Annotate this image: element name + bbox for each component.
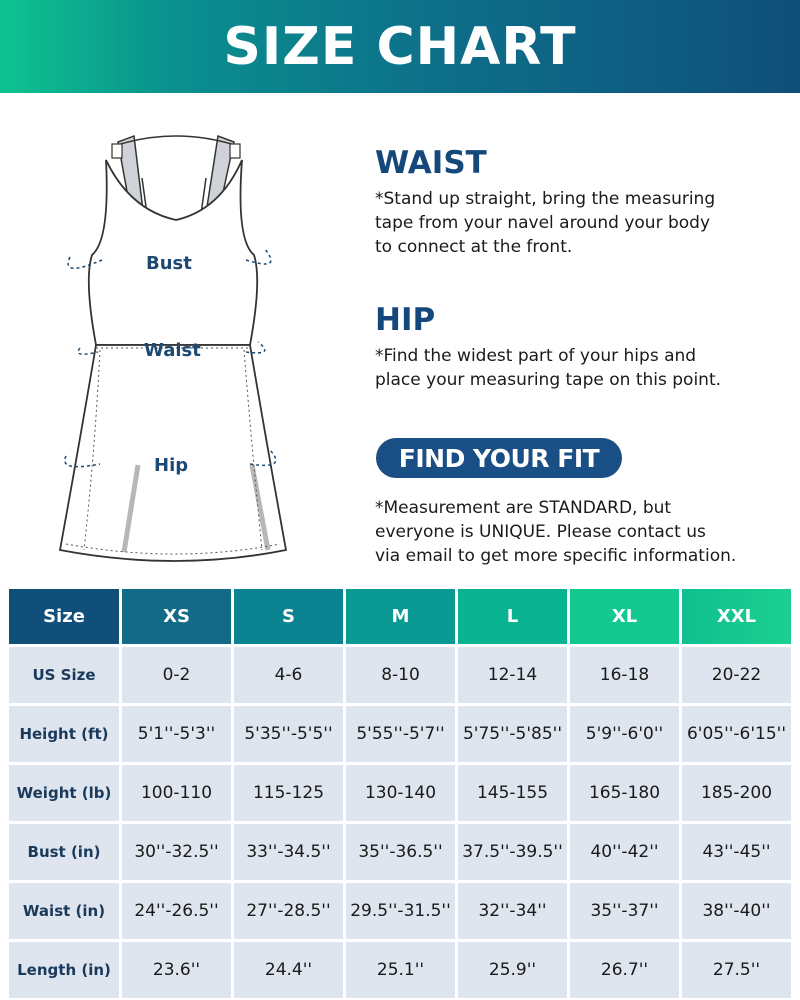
table-cell: 32''-34'' — [458, 883, 567, 939]
table-cell: 30''-32.5'' — [122, 824, 231, 880]
table-header-row — [9, 589, 791, 644]
header-cell: XXL — [682, 589, 791, 644]
waist-section — [375, 145, 715, 259]
table-cell: 26.7'' — [570, 942, 679, 998]
table-cell: 145-155 — [458, 765, 567, 821]
row-label: US Size — [9, 647, 119, 703]
table-row — [9, 824, 791, 880]
table-cell: 5'75''-5'85'' — [458, 706, 567, 762]
table-cell: 27''-28.5'' — [234, 883, 343, 939]
table-cell: 37.5''-39.5'' — [458, 824, 567, 880]
waist-heading: WAIST — [375, 145, 487, 181]
fit-section — [375, 490, 736, 568]
hip-label: Hip — [154, 455, 189, 476]
table-cell: 12-14 — [458, 647, 567, 703]
table-row — [9, 706, 791, 762]
table-cell: 24''-26.5'' — [122, 883, 231, 939]
hip-heading: HIP — [375, 302, 436, 338]
table-cell: 35''-37'' — [570, 883, 679, 939]
header-cell: Size — [9, 589, 119, 644]
row-label: Weight (lb) — [9, 765, 119, 821]
table-cell: 33''-34.5'' — [234, 824, 343, 880]
table-row — [9, 647, 791, 703]
table-cell: 185-200 — [682, 765, 791, 821]
row-label: Bust (in) — [9, 824, 119, 880]
table-cell: 165-180 — [570, 765, 679, 821]
table-cell: 8-10 — [346, 647, 455, 703]
table-cell: 0-2 — [122, 647, 231, 703]
table-cell: 20-22 — [682, 647, 791, 703]
table-cell: 38''-40'' — [682, 883, 791, 939]
bust-label: Bust — [146, 253, 192, 274]
table-row — [9, 942, 791, 998]
header-banner — [0, 0, 800, 93]
table-cell: 5'55''-5'7'' — [346, 706, 455, 762]
table-cell: 29.5''-31.5'' — [346, 883, 455, 939]
table-cell: 4-6 — [234, 647, 343, 703]
table-cell: 130-140 — [346, 765, 455, 821]
header-cell: M — [346, 589, 455, 644]
waist-instructions: *Stand up straight, bring the measuring tape from your navel around your body to connect at the front. — [375, 189, 716, 257]
table-cell: 25.1'' — [346, 942, 455, 998]
hip-instructions: *Find the widest part of your hips and place your measuring tape on this point. — [375, 346, 722, 390]
waist-label: Waist — [144, 340, 201, 361]
table-row — [9, 883, 791, 939]
header-cell: L — [458, 589, 567, 644]
row-label: Height (ft) — [9, 706, 119, 762]
table-cell: 16-18 — [570, 647, 679, 703]
table-cell: 115-125 — [234, 765, 343, 821]
size-table — [6, 586, 794, 1000]
row-label: Waist (in) — [9, 883, 119, 939]
table-cell: 43''-45'' — [682, 824, 791, 880]
page-title: SIZE CHART — [223, 16, 577, 77]
table-row — [9, 765, 791, 821]
table-cell: 35''-36.5'' — [346, 824, 455, 880]
table-cell: 23.6'' — [122, 942, 231, 998]
row-label: Length (in) — [9, 942, 119, 998]
hip-section — [375, 302, 721, 392]
table-cell: 100-110 — [122, 765, 231, 821]
table-cell: 5'1''-5'3'' — [122, 706, 231, 762]
table-cell: 5'35''-5'5'' — [234, 706, 343, 762]
table-cell: 24.4'' — [234, 942, 343, 998]
find-your-fit-badge: FIND YOUR FIT — [376, 438, 622, 478]
table-cell: 25.9'' — [458, 942, 567, 998]
table-cell: 5'9''-6'0'' — [570, 706, 679, 762]
header-cell: XS — [122, 589, 231, 644]
header-cell: XL — [570, 589, 679, 644]
table-cell: 6'05''-6'15'' — [682, 706, 791, 762]
table-cell: 27.5'' — [682, 942, 791, 998]
dress-illustration — [40, 120, 290, 580]
header-cell: S — [234, 589, 343, 644]
fit-note: *Measurement are STANDARD, but everyone is UNIQUE. Please contact us via email to get more specific information. — [375, 498, 737, 566]
table-cell: 40''-42'' — [570, 824, 679, 880]
